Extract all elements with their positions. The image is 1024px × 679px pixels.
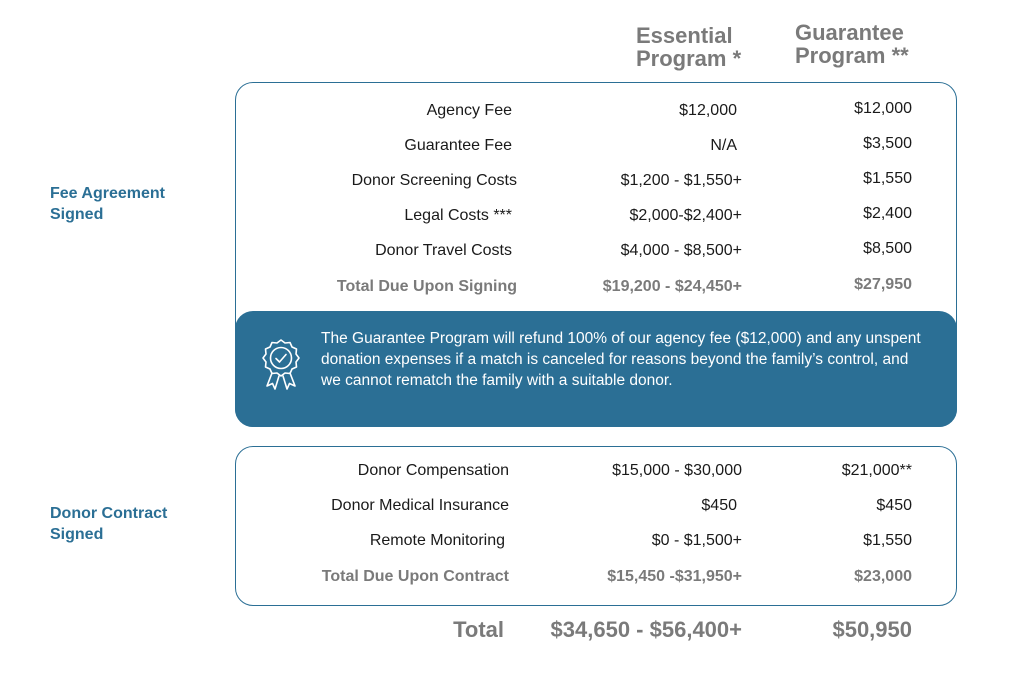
row-essential-donor-screening: $1,200 - $1,550+ bbox=[620, 172, 742, 189]
total-contract-label: Total Due Upon Contract bbox=[321, 568, 509, 585]
guarantee-info-text: The Guarantee Program will refund 100% of our agency fee ($12,000) and any unspent donation expenses if a match is canceled for reasons beyond the family’s control, and we cannot rematch the family with a suitable donor. bbox=[321, 330, 921, 389]
row-guarantee-donor-compensation: $21,000** bbox=[841, 462, 912, 479]
grand-total-essential: $34,650 - $56,400+ bbox=[550, 617, 742, 642]
row-guarantee-donor-travel: $8,500 bbox=[863, 240, 912, 257]
donor-contract-line1: Donor Contract bbox=[50, 505, 168, 522]
row-guarantee-agency-fee: $12,000 bbox=[854, 100, 912, 117]
row-essential-donor-compensation: $15,000 - $30,000 bbox=[612, 462, 742, 479]
row-guarantee-legal-costs: $2,400 bbox=[863, 205, 912, 222]
row-label-donor-compensation: Donor Compensation bbox=[357, 462, 509, 479]
row-label-donor-travel: Donor Travel Costs bbox=[375, 242, 512, 259]
fee-agreement-line2: Signed bbox=[50, 206, 104, 223]
row-essential-guarantee-fee: N/A bbox=[710, 137, 737, 154]
essential-program-header bbox=[636, 24, 741, 70]
row-guarantee-medical-insurance: $450 bbox=[876, 497, 912, 514]
grand-total-label: Total bbox=[453, 617, 504, 642]
donor-contract-line2: Signed bbox=[50, 526, 104, 543]
donor-contract-label bbox=[50, 503, 167, 545]
row-label-medical-insurance: Donor Medical Insurance bbox=[331, 497, 509, 514]
total-contract-guarantee: $23,000 bbox=[854, 568, 912, 585]
fee-agreement-line1: Fee Agreement bbox=[50, 185, 165, 202]
total-contract-essential: $15,450 -$31,950+ bbox=[607, 568, 742, 585]
guarantee-program-header bbox=[795, 21, 909, 67]
row-label-donor-screening: Donor Screening Costs bbox=[351, 172, 517, 189]
guarantee-header-line1: Guarantee bbox=[795, 20, 904, 45]
row-label-remote-monitoring: Remote Monitoring bbox=[369, 532, 505, 549]
total-signing-essential: $19,200 - $24,450+ bbox=[602, 278, 742, 295]
row-label-guarantee-fee: Guarantee Fee bbox=[404, 137, 512, 154]
guarantee-info-banner bbox=[235, 311, 957, 427]
grand-total-guarantee: $50,950 bbox=[832, 617, 912, 642]
total-signing-guarantee: $27,950 bbox=[854, 276, 912, 293]
row-guarantee-remote-monitoring: $1,550 bbox=[863, 532, 912, 549]
row-essential-agency-fee: $12,000 bbox=[679, 102, 737, 119]
row-label-agency-fee: Agency Fee bbox=[426, 102, 512, 119]
essential-header-line2: Program * bbox=[636, 46, 742, 71]
guarantee-header-line2: Program ** bbox=[795, 43, 909, 68]
row-guarantee-donor-screening: $1,550 bbox=[863, 170, 912, 187]
row-essential-medical-insurance: $450 bbox=[701, 497, 737, 514]
essential-header-line1: Essential bbox=[636, 23, 733, 48]
row-essential-legal-costs: $2,000-$2,400+ bbox=[629, 207, 742, 224]
row-essential-remote-monitoring: $0 - $1,500+ bbox=[651, 532, 742, 549]
row-essential-donor-travel: $4,000 - $8,500+ bbox=[620, 242, 742, 259]
row-label-legal-costs: Legal Costs *** bbox=[404, 207, 512, 224]
award-ribbon-icon bbox=[261, 338, 301, 390]
fee-agreement-label bbox=[50, 183, 165, 225]
total-signing-label: Total Due Upon Signing bbox=[336, 278, 517, 295]
row-guarantee-guarantee-fee: $3,500 bbox=[863, 135, 912, 152]
